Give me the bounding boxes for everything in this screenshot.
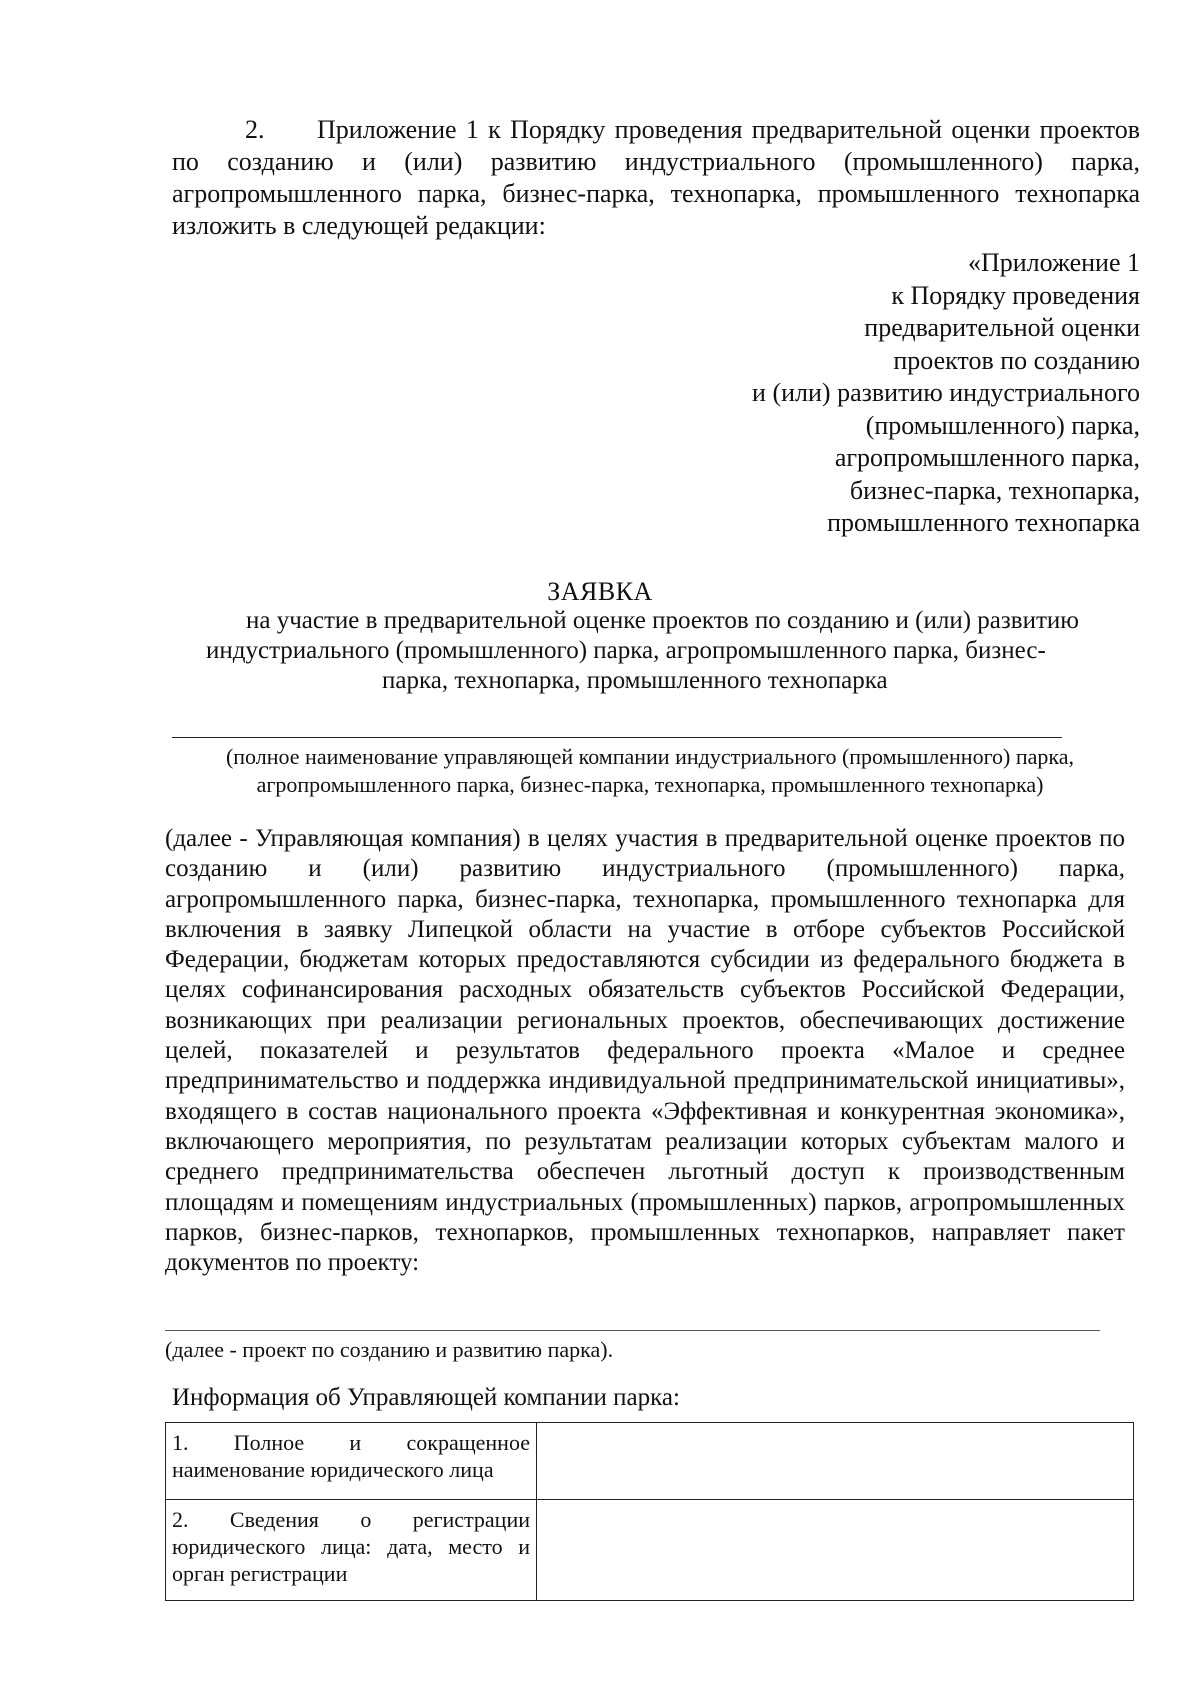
body-paragraph: (далее - Управляющая компания) в целях участия в предварительной оценке проектов по созданию и (или) развитию индустриального (промышленного) парка, агропромышленного парка, бизнес-парка, технопарка, промышленного технопарка для включения в заявку Липецкой области на участие в отборе субъектов Российской Федерации, бюджетам которых предоставляются субсидии из федерального бюджета в целях софинансирования расходных обязательств субъектов Российской Федерации, возникающих при реализации региональных проектов, обеспечивающих достижение целей, показателей и результатов федерального проекта «Малое и среднее предпринимательство и поддержка индивидуальной предпринимательской инициативы», входящего в состав национального проекта «Эффективная и конкурентная экономика», включающего мероприятия, по результатам реализации которых субъектам малого и среднего предпринимательства обеспечен льготный доступ к производственным площадям и помещениям индустриальных (промышленных) парков, агропромышленных парков, бизнес-парков, технопарков, промышленных технопарков, направляет пакет документов по проекту: [165,825,1125,1277]
table-row [166,1500,1134,1601]
appendix-line: промышленного технопарка [827,508,1140,537]
intro-number: 2. [245,115,265,144]
company-name-fill-line [172,737,1062,738]
appendix-line: агропромышленного парка, [834,443,1140,472]
info-heading: Информация об Управляющей компании парка: [172,1384,680,1411]
appendix-line: бизнес-парка, технопарка, [849,475,1140,505]
caption-line: агропромышленного парка, бизнес-парка, технопарка, промышленного технопарка) [256,772,1044,797]
intro-paragraph [172,114,1140,242]
project-caption: (далее - проект по созданию и развитию парка). [165,1337,614,1362]
subtitle-line: индустриального (промышленного) парка, агропромышленного парка, бизнес- [206,637,1046,664]
company-name-caption [160,743,1140,799]
table-cell-value[interactable] [537,1500,1134,1601]
table-row [166,1423,1134,1500]
table-cell-value[interactable] [537,1423,1134,1500]
company-info-table [165,1422,1134,1601]
appendix-line: предварительной оценки [864,313,1140,342]
subtitle-line: парка, технопарка, промышленного технопарка [382,667,888,694]
project-fill-line [165,1330,1100,1331]
appendix-line: к Порядку проведения [891,280,1140,310]
appendix-line: и (или) развитию индустриального [752,378,1140,407]
appendix-header [620,247,1140,540]
table-cell-label: 1. Полное и сокращенное наименование юридического лица [166,1423,537,1500]
table-cell-label: 2. Сведения о регистрации юридического лица: дата, место и орган регистрации [166,1500,537,1601]
appendix-line: (промышленного) парка, [865,410,1140,440]
appendix-line: проектов по созданию [893,345,1140,375]
subtitle-line: на участие в предварительной оценке проектов по созданию и (или) развитию [246,607,1079,634]
caption-line: (полное наименование управляющей компании индустриального (промышленного) парка, [225,744,1075,769]
document-title: ЗАЯВКА [547,577,653,606]
intro-text: Приложение 1 к Порядку проведения предварительной оценки проектов по созданию и (или) развитию индустриального (промышленного) парка, агропромышленного парка, бизнес-парка, технопарка, промышленного технопарка изложить в следующей редакции: [172,115,1140,240]
appendix-line: «Приложение 1 [967,248,1140,277]
